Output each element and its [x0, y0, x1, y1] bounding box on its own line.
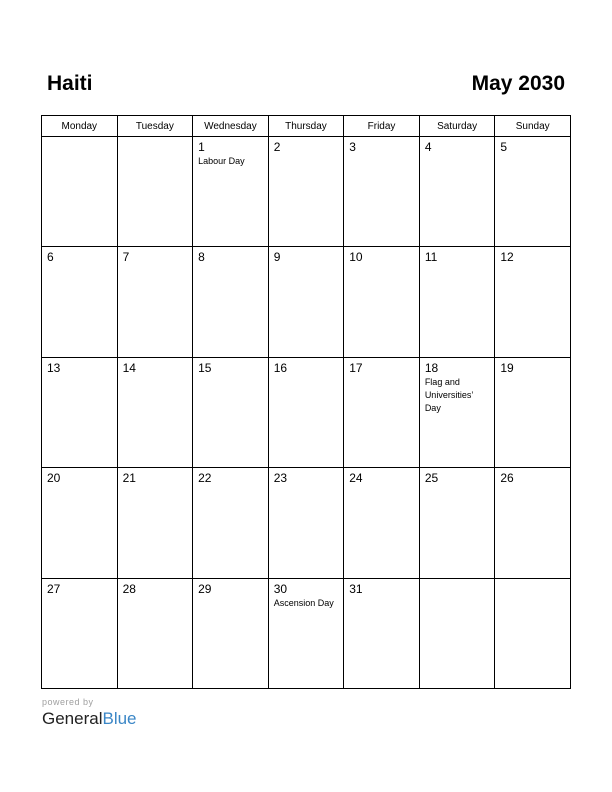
day-number: 30 [273, 581, 288, 596]
weekday-header: Tuesday [117, 116, 193, 137]
day-cell [344, 578, 420, 688]
day-cell [268, 578, 344, 688]
day-number: 27 [47, 581, 61, 596]
day-number: 4 [424, 140, 432, 154]
powered-by-text: powered by [42, 697, 94, 707]
day-cell [268, 357, 344, 467]
day-cell [117, 578, 193, 688]
country-title: Haiti [47, 72, 93, 95]
day-cell [42, 137, 118, 247]
weekday-header: Wednesday [193, 116, 269, 137]
day-number: 29 [198, 581, 212, 596]
day-number: 22 [198, 471, 212, 486]
day-cell [193, 247, 269, 357]
day-number: 28 [122, 581, 136, 596]
day-cell [193, 357, 269, 467]
day-cell [344, 468, 420, 578]
day-cell [419, 578, 495, 688]
day-number: 6 [47, 250, 54, 265]
weekday-header-row [42, 116, 571, 137]
day-cell [419, 468, 495, 578]
week-row [42, 357, 571, 467]
day-cell [495, 578, 571, 688]
day-number: 18 [424, 360, 439, 375]
day-cell [495, 137, 571, 247]
day-number: 5 [500, 140, 508, 154]
holiday-label: Ascension Day [273, 597, 334, 608]
brand-logo[interactable] [42, 709, 137, 729]
day-number: 16 [273, 360, 288, 375]
day-number: 8 [198, 250, 205, 265]
day-cell [268, 468, 344, 578]
holiday-label: Labour Day [198, 156, 245, 166]
day-number: 10 [349, 250, 363, 265]
week-row [42, 137, 571, 247]
day-cell [419, 247, 495, 357]
day-cell [42, 578, 118, 688]
week-row [42, 578, 571, 688]
day-cell [268, 247, 344, 357]
day-number: 11 [424, 250, 438, 265]
day-number: 19 [500, 360, 514, 375]
weekday-header: Friday [344, 116, 420, 137]
day-number: 15 [198, 360, 212, 375]
day-cell [419, 137, 495, 247]
day-cell [193, 578, 269, 688]
weekday-header: Saturday [419, 116, 495, 137]
day-cell [117, 137, 193, 247]
week-row [42, 247, 571, 357]
day-cell [42, 247, 118, 357]
day-cell [344, 357, 420, 467]
day-number: 24 [349, 471, 363, 486]
day-number: 13 [47, 360, 61, 375]
day-cell [419, 357, 495, 467]
day-number: 31 [349, 581, 363, 596]
holiday-label: Flag and Universities’ Day [424, 376, 473, 413]
day-number: 25 [424, 471, 439, 486]
day-number: 23 [273, 471, 288, 486]
day-cell [193, 137, 269, 247]
day-cell [117, 357, 193, 467]
day-number: 1 [198, 140, 205, 154]
day-cell [117, 247, 193, 357]
week-row [42, 468, 571, 578]
day-number: 3 [349, 140, 356, 154]
day-cell [495, 247, 571, 357]
day-cell [42, 357, 118, 467]
brand-name-general: General [42, 709, 103, 728]
month-year-title: May 2030 [471, 72, 565, 95]
day-cell [42, 468, 118, 578]
day-number: 9 [273, 250, 281, 265]
day-cell [268, 137, 344, 247]
day-cell [193, 468, 269, 578]
day-cell [495, 357, 571, 467]
day-number: 12 [500, 250, 514, 265]
day-number: 17 [349, 360, 363, 375]
day-number: 20 [47, 471, 61, 486]
footer-branding [42, 697, 137, 729]
day-cell [344, 137, 420, 247]
day-cell [344, 247, 420, 357]
calendar-grid [41, 115, 571, 689]
day-number: 7 [122, 250, 130, 265]
day-number: 14 [122, 360, 136, 375]
day-number: 2 [273, 140, 281, 154]
weekday-header: Thursday [268, 116, 344, 137]
weekday-header: Sunday [495, 116, 571, 137]
day-number: 26 [500, 471, 514, 486]
weekday-header: Monday [42, 116, 118, 137]
brand-name-blue: Blue [102, 709, 137, 728]
day-number: 21 [122, 471, 136, 486]
day-cell [495, 468, 571, 578]
day-cell [117, 468, 193, 578]
